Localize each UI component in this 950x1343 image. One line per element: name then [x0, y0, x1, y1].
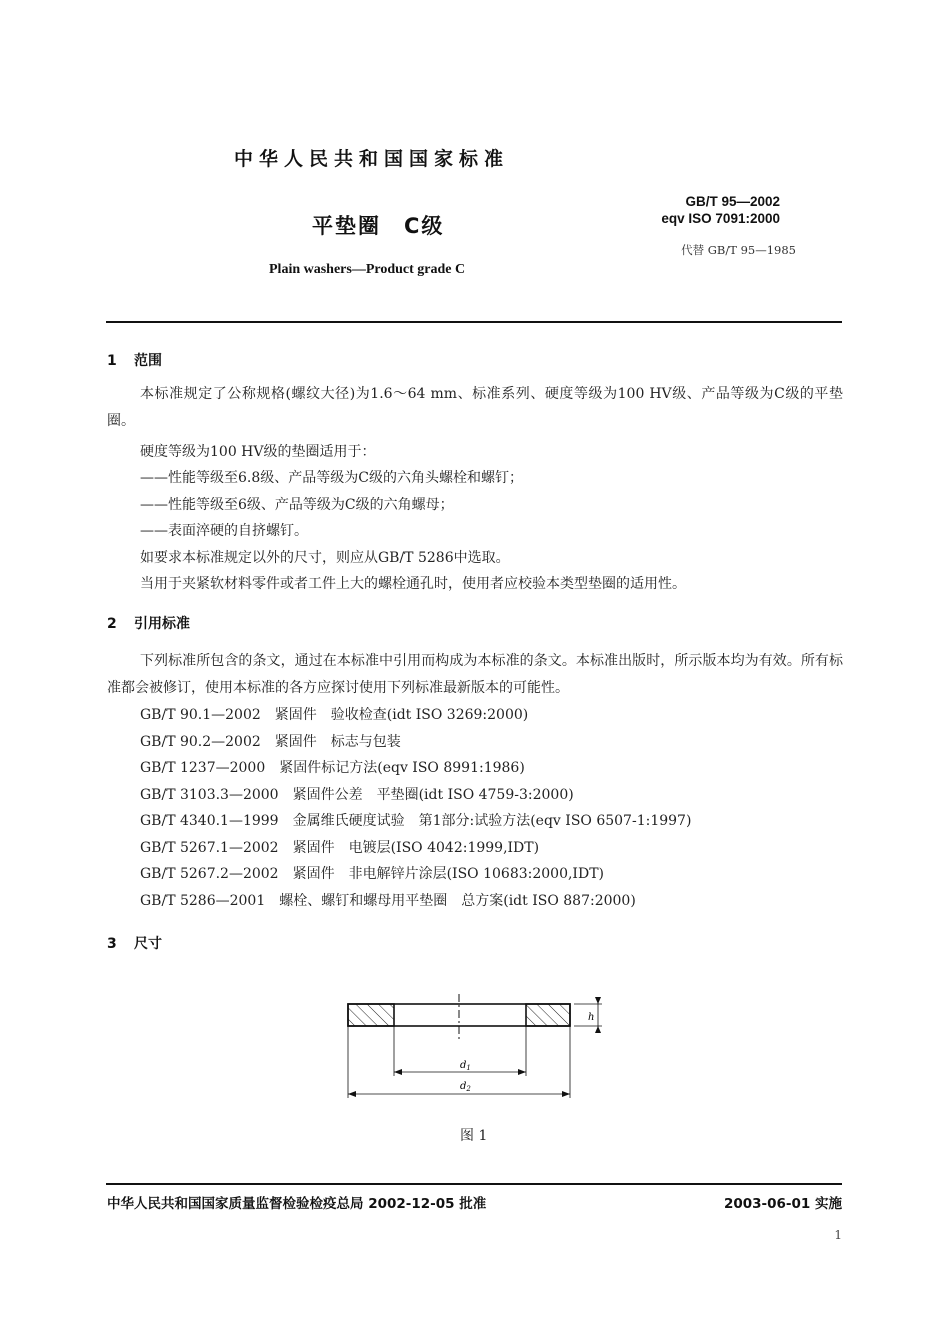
list-item: ——表面淬硬的自挤螺钉。: [140, 523, 308, 539]
reference-item: GB/T 90.1—2002 紧固件 验收检查(idt ISO 3269:2000): [140, 707, 529, 723]
reference-list: [140, 702, 691, 914]
reference-item: GB/T 4340.1—1999 金属维氏硬度试验 第1部分:试验方法(eqv ISO 6507-1:1997): [140, 813, 692, 829]
d2-label: $d_2$: [460, 1081, 471, 1093]
h-arrow-top: [595, 997, 601, 1004]
section-1-paragraph-1: 本标准规定了公称规格(螺纹大径)为1.6～64 mm、标准系列、硬度等级为100 HV级、产品等级为C级的平垫圈。: [107, 386, 843, 429]
hatched-section-left: [348, 1004, 394, 1026]
d1-label: $d_1$: [460, 1060, 471, 1072]
section-2-heading: [107, 613, 190, 633]
replaces-note: 代替 GB/T 95—1985: [681, 243, 796, 257]
section-3-heading: [107, 933, 162, 953]
h-arrow-bottom: [595, 1026, 601, 1033]
reference-item: GB/T 1237—2000 紧固件标记方法(eqv ISO 8991:1986): [140, 760, 525, 776]
effective-date: 2003-06-01 实施: [723, 1196, 842, 1212]
d1-arrow-right: [518, 1069, 526, 1075]
figure-caption: 图 1: [460, 1128, 488, 1144]
section-1-paragraph-3: 如要求本标准规定以外的尺寸，则应从GB/T 5286中选取。: [140, 550, 510, 566]
washer-cross-section-figure: [330, 990, 620, 1110]
standard-name-en: Plain washers—Product grade C: [269, 262, 466, 277]
reference-item: GB/T 90.2—2002 紧固件 标志与包装: [140, 733, 401, 750]
standard-code-block: [660, 193, 780, 227]
section-1-paragraph-4: 当用于夹紧软材料零件或者工件上大的螺栓通孔时，使用者应校验本类型垫圈的适用性。: [140, 576, 686, 592]
section-title: 范围: [134, 353, 162, 369]
issuer-approval: 中华人民共和国国家质量监督检验检疫总局 2002-12-05 批准: [107, 1196, 487, 1212]
section-1-paragraph-2: 硬度等级为100 HV级的垫圈适用于：: [140, 444, 376, 460]
reference-item: GB/T 5267.1—2002 紧固件 电镀层(ISO 4042:1999,IDT): [140, 839, 540, 856]
d1-arrow-left: [394, 1069, 402, 1075]
hatched-section-right: [526, 1004, 570, 1026]
header-divider: [106, 321, 842, 323]
h-label: h: [588, 1012, 595, 1023]
standard-equivalence: eqv ISO 7091:2000: [661, 211, 780, 226]
section-title: 引用标准: [134, 616, 190, 632]
section-number: 1: [107, 353, 117, 369]
section-number: 3: [107, 936, 117, 952]
reference-item: GB/T 5286—2001 螺栓、螺钉和螺母用平垫圈 总方案(idt ISO 887:2000): [140, 892, 636, 909]
standard-name-cn: 平垫圈 C级: [312, 214, 445, 238]
page-number: 1: [834, 1228, 842, 1242]
footer-divider: [106, 1183, 842, 1185]
section-number: 2: [107, 616, 117, 632]
standard-code: GB/T 95—2002: [685, 194, 780, 209]
list-item: ——性能等级至6.8级、产品等级为C级的六角头螺栓和螺钉；: [140, 470, 523, 486]
d2-arrow-right: [562, 1091, 570, 1097]
reference-item: GB/T 5267.2—2002 紧固件 非电解锌片涂层(ISO 10683:2000,IDT): [140, 866, 604, 882]
list-item: ——性能等级至6级、产品等级为C级的六角螺母；: [140, 497, 454, 513]
reference-item: GB/T 3103.3—2000 紧固件公差 平垫圈(idt ISO 4759-3:2000): [140, 786, 574, 803]
section-1-heading: [107, 350, 162, 370]
d2-arrow-left: [348, 1091, 356, 1097]
national-standard-title: 中华人民共和国国家标准: [234, 148, 510, 170]
section-2-paragraph-1: 下列标准所包含的条文，通过在本标准中引用而构成为本标准的条文。本标准出版时，所示版本均为有效。所有标准都会被修订，使用本标准的各方应探讨使用下列标准最新版本的可能性。: [107, 653, 843, 696]
section-title: 尺寸: [134, 936, 162, 952]
